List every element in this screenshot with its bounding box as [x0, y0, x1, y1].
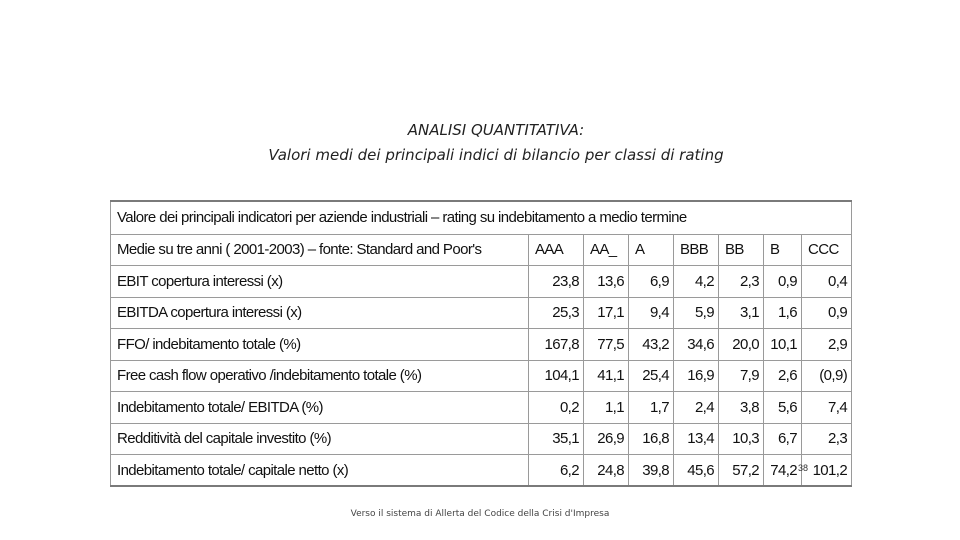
table-cell: 17,1 — [584, 297, 629, 329]
rating-header: B — [764, 234, 802, 266]
table-cell: 10,3 — [719, 423, 764, 455]
table-cell: 4,2 — [674, 266, 719, 298]
table-cell: 16,8 — [629, 423, 674, 455]
table-cell: 16,9 — [674, 360, 719, 392]
table-cell: 43,2 — [629, 329, 674, 361]
table-cell: 20,0 — [719, 329, 764, 361]
table-cell: 34,6 — [674, 329, 719, 361]
table-cell: 45,6 — [674, 455, 719, 487]
page-number: 38 — [798, 463, 809, 473]
footer-text: Verso il sistema di Allerta del Codice della Crisi d'Impresa — [350, 509, 610, 519]
table-row — [111, 297, 852, 329]
row-label: Indebitamento totale/ EBITDA (%) — [111, 392, 529, 424]
rating-indicators-table — [110, 200, 852, 487]
header-label: Medie su tre anni ( 2001-2003) – fonte: Standard and Poor's — [111, 234, 529, 266]
table-cell: 39,8 — [629, 455, 674, 487]
title-line-2: Valori medi dei principali indici di bilancio per classi di rating — [268, 146, 724, 164]
row-label: Redditività del capitale investito (%) — [111, 423, 529, 455]
table-cell: 26,9 — [584, 423, 629, 455]
table-cell: 3,1 — [719, 297, 764, 329]
row-label: Indebitamento totale/ capitale netto (x) — [111, 455, 529, 487]
table-cell: 3,8 — [719, 392, 764, 424]
table-cell: 6,2 — [529, 455, 584, 487]
table-cell: 6,7 — [764, 423, 802, 455]
table-cell: 77,5 — [584, 329, 629, 361]
rating-header: CCC — [802, 234, 852, 266]
table-cell: 104,1 — [529, 360, 584, 392]
rating-header: A — [629, 234, 674, 266]
table-cell: 2,4 — [674, 392, 719, 424]
table-cell: 13,4 — [674, 423, 719, 455]
table-cell: 2,3 — [802, 423, 852, 455]
table-cell: 7,9 — [719, 360, 764, 392]
table-cell: 5,9 — [674, 297, 719, 329]
table-cell: 1,7 — [629, 392, 674, 424]
table-cell: 1,6 — [764, 297, 802, 329]
table-cell: 25,3 — [529, 297, 584, 329]
table-cell: 23,8 — [529, 266, 584, 298]
rating-header: BB — [719, 234, 764, 266]
table-row — [111, 266, 852, 298]
table-cell: 2,9 — [802, 329, 852, 361]
row-label: EBITDA copertura interessi (x) — [111, 297, 529, 329]
row-label: Free cash flow operativo /indebitamento totale (%) — [111, 360, 529, 392]
table-cell: 0,9 — [764, 266, 802, 298]
table-cell: 1,1 — [584, 392, 629, 424]
rating-header: AAA — [529, 234, 584, 266]
table-row — [111, 329, 852, 361]
table-cell: 74,2 — [764, 455, 802, 487]
table-cell: 5,6 — [764, 392, 802, 424]
table-cell: 35,1 — [529, 423, 584, 455]
table-row — [111, 455, 852, 487]
table-cell: 2,6 — [764, 360, 802, 392]
row-label: EBIT copertura interessi (x) — [111, 266, 529, 298]
table-row — [111, 423, 852, 455]
table-cell: 24,8 — [584, 455, 629, 487]
table-caption: Valore dei principali indicatori per aziende industriali – rating su indebitamento a medio termine — [111, 201, 852, 234]
table-cell: 6,9 — [629, 266, 674, 298]
table-row — [111, 360, 852, 392]
table-row — [111, 392, 852, 424]
table-cell: 7,4 — [802, 392, 852, 424]
table-cell: 9,4 — [629, 297, 674, 329]
table-cell: 41,1 — [584, 360, 629, 392]
rating-header: BBB — [674, 234, 719, 266]
table-cell: 0,2 — [529, 392, 584, 424]
table-cell: 0,4 — [802, 266, 852, 298]
table-cell: 101,2 — [802, 455, 852, 487]
table-cell: 57,2 — [719, 455, 764, 487]
table-caption-row — [111, 201, 852, 234]
row-label: FFO/ indebitamento totale (%) — [111, 329, 529, 361]
slide-title — [0, 118, 960, 168]
table-cell: 10,1 — [764, 329, 802, 361]
table-header-row — [111, 234, 852, 266]
table-cell: 0,9 — [802, 297, 852, 329]
table-cell: 167,8 — [529, 329, 584, 361]
table-cell: (0,9) — [802, 360, 852, 392]
table-cell: 2,3 — [719, 266, 764, 298]
table-cell: 13,6 — [584, 266, 629, 298]
table-cell: 25,4 — [629, 360, 674, 392]
title-line-1: ANALISI QUANTITATIVA: — [407, 121, 585, 139]
rating-header: AA_ — [584, 234, 629, 266]
